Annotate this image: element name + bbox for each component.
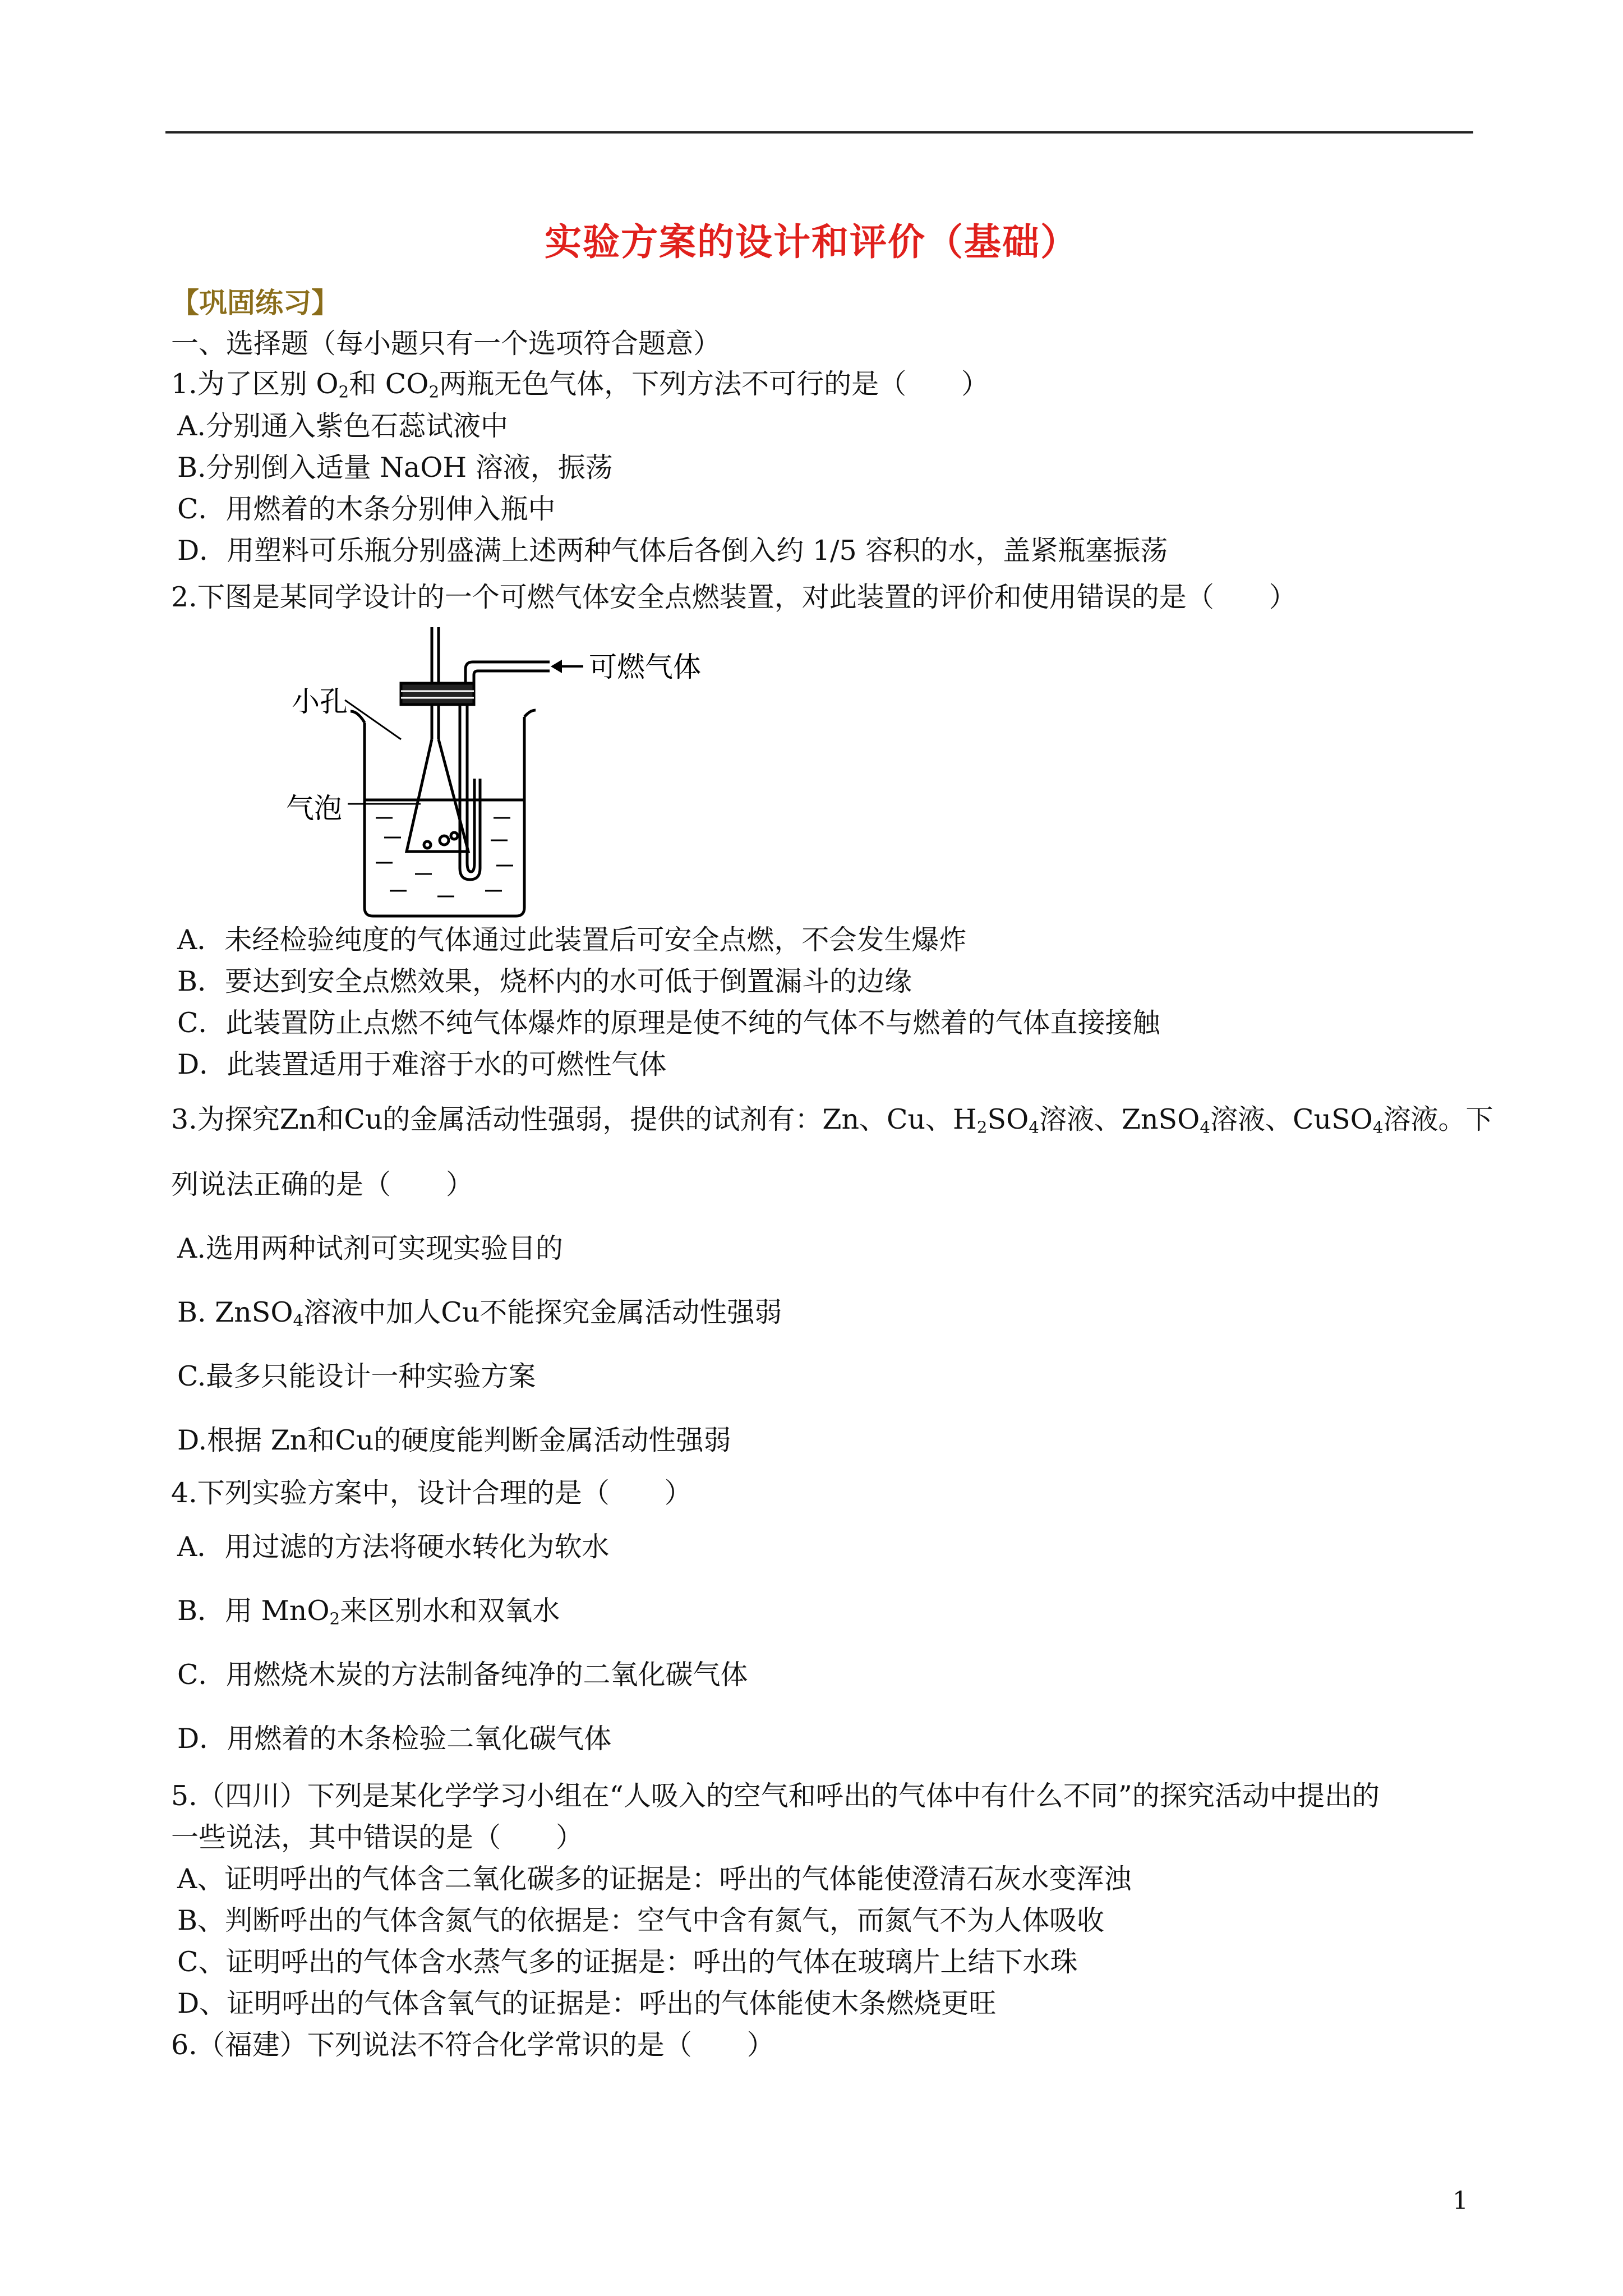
question-5-option-a: A、证明呼出的气体含二氧化碳多的证据是：呼出的气体能使澄清石灰水变浑浊 — [177, 1863, 1132, 1895]
question-2-option-c: C．此装置防止点燃不纯气体爆炸的原理是使不纯的气体不与燃着的气体直接接触 — [177, 1007, 1160, 1039]
question-2-option-d: D．此装置适用于难溶于水的可燃性气体 — [177, 1048, 667, 1080]
question-5-option-c: C、证明呼出的气体含水蒸气多的证据是：呼出的气体在玻璃片上结下水珠 — [177, 1946, 1078, 1978]
question-4-option-b: B．用 MnO$_2$来区别水和双氧水 — [177, 1595, 560, 1628]
question-3-option-c: C.最多只能设计一种实验方案 — [177, 1360, 536, 1392]
question-3-option-b: B. ZnSO$_4$溶液中加人Cu不能探究金属活动性强弱 — [177, 1296, 782, 1330]
question-1-stem: 1.为了区别 $O_2$和 $CO_2$两瓶无色气体，下列方法不可行的是（ ） — [171, 368, 989, 402]
question-5-option-d: D、证明呼出的气体含氧气的证据是：呼出的气体能使木条燃烧更旺 — [177, 1987, 997, 2019]
question-5-stem-line2: 一些说法，其中错误的是（ ） — [171, 1821, 584, 1853]
question-1-option-a: A.分别通入紫色石蕊试液中 — [177, 410, 508, 442]
question-5-stem-line1: 5.（四川）下列是某化学学习小组在“人吸入的空气和呼出的气体中有什么不同”的探究活动中提出的 — [171, 1780, 1380, 1812]
question-3-option-a: A.选用两种试剂可实现实验目的 — [177, 1232, 563, 1264]
question-2-stem: 2.下图是某同学设计的一个可燃气体安全点燃装置，对此装置的评价和使用错误的是（ ） — [171, 581, 1297, 613]
gas-ignition-apparatus-figure — [280, 627, 740, 924]
question-4-stem: 4.下列实验方案中，设计合理的是（ ） — [171, 1477, 692, 1509]
question-6-stem: 6.（福建）下列说法不符合化学常识的是（ ） — [171, 2029, 774, 2061]
figure-label-hole: 小孔 — [292, 685, 348, 718]
question-1-option-c: C．用燃着的木条分别伸入瓶中 — [177, 493, 556, 525]
header-rule — [165, 131, 1473, 134]
question-2-option-a: A．未经检验纯度的气体通过此装置后可安全点燃，不会发生爆炸 — [177, 924, 967, 956]
page-title: 实验方案的设计和评价（基础） — [545, 220, 1078, 264]
question-3-stem-line1: 3.为探究Zn和Cu的金属活动性强弱，提供的试剂有：Zn、Cu、$H_2SO_4$溶液、ZnSO$_4$溶液、CuSO$_4$溶液。下 — [171, 1103, 1493, 1137]
figure-label-bubble: 气泡 — [286, 792, 342, 825]
question-4-option-a: A．用过滤的方法将硬水转化为软水 — [177, 1531, 610, 1563]
question-1-option-b: B.分别倒入适量 NaOH 溶液，振荡 — [177, 452, 613, 484]
figure-label-gas: 可燃气体 — [589, 651, 701, 683]
question-5-option-b: B、判断呼出的气体含氮气的依据是：空气中含有氮气，而氮气不为人体吸收 — [177, 1904, 1105, 1936]
question-2-option-b: B．要达到安全点燃效果，烧杯内的水可低于倒置漏斗的边缘 — [177, 965, 912, 997]
page-number: 1 — [1453, 2187, 1468, 2215]
question-4-option-d: D．用燃着的木条检验二氧化碳气体 — [177, 1723, 612, 1755]
section-label: 【巩固练习】 — [171, 286, 339, 319]
question-3-stem-line2: 列说法正确的是（ ） — [171, 1168, 474, 1200]
part-heading: 一、选择题（每小题只有一个选项符合题意） — [171, 328, 721, 360]
question-1-option-d: D．用塑料可乐瓶分别盛满上述两种气体后各倒入约 1/5 容积的水，盖紧瓶塞振荡 — [177, 535, 1168, 567]
question-3-option-d: D.根据 Zn和Cu的硬度能判断金属活动性强弱 — [177, 1424, 731, 1456]
question-4-option-c: C．用燃烧木炭的方法制备纯净的二氧化碳气体 — [177, 1659, 748, 1691]
